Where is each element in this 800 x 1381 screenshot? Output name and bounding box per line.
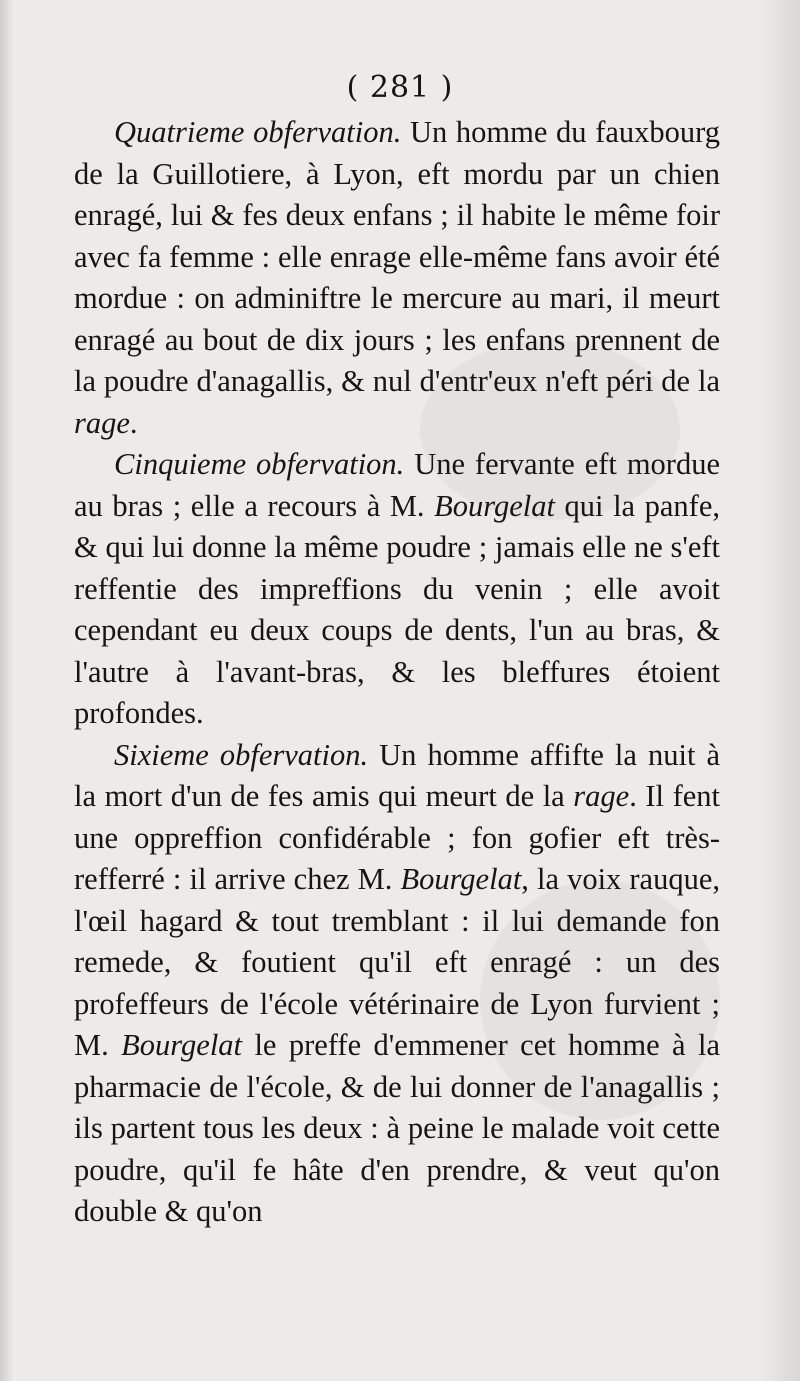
paragraph-text: Un homme affifte la nuit à la mort d'un de fes amis qui meurt de la (74, 737, 720, 813)
page-number: ( 281 ) (346, 70, 454, 105)
paragraph-text: . (129, 405, 138, 440)
paragraph-sixieme (74, 735, 720, 1233)
paragraph-text: , la voix rauque, l'œil hagard & tout tremblant : il lui demande fon remede, & foutient qu'il eft enragé : un des profeffeurs de l'école vétérinaire de Lyon furvient ; M. (74, 862, 720, 1062)
body-text (74, 112, 720, 1233)
italic-term: rage (74, 405, 130, 440)
observation-heading: Quatrieme obfervation. (114, 115, 402, 149)
observation-heading: Sixieme obfervation. (114, 737, 369, 772)
paragraph-text: le preffe d'emmener cet homme à la pharmacie de l'école, & de lui donner de l'anagallis ; ils partent tous les deux : à peine le malade voit cette poudre, qu'il fe hâte d'en prendre, & veut qu'on double & qu'on (74, 1028, 720, 1228)
paragraph-text: Une fervante eft mordue au bras ; elle a recours à M. (74, 447, 720, 523)
italic-name: Bourgelat (121, 1028, 243, 1062)
paragraph-text: Un homme du fauxbourg de la Guillotiere, à Lyon, eft mordu par un chien enragé, lui & fes deux enfans ; il habite le même foir avec fa femme : elle enrage elle-même fans avoir été mordue : on adminiftre le mercure au mari, il meurt enragé au bout de dix jours ; les enfans prennent de la poudre d'anagallis, & nul d'entr'eux n'eft péri de la (74, 115, 721, 398)
paragraph-quatrieme (74, 112, 720, 444)
observation-heading: Cinquieme obfervation. (114, 447, 405, 481)
paragraph-cinquieme (74, 444, 720, 735)
page-edge-shadow (760, 0, 800, 1381)
paragraph-text: qui la panfe, & qui lui donne la même poudre ; jamais elle ne s'eft reffentie des impreffions du venin ; elle avoit cependant eu deux coups de dents, l'un au bras, & l'autre à l'avant-bras, & les bleffures étoient profondes. (74, 488, 720, 730)
italic-name: Bourgelat (434, 488, 555, 523)
page-gutter-shadow (0, 0, 14, 1381)
italic-name: Bourgelat (400, 862, 522, 896)
italic-term: rage (573, 779, 630, 813)
paragraph-text: . Il fent une oppreffion confidérable ; fon gofier eft très-refferré : il arrive chez M. (74, 779, 720, 896)
